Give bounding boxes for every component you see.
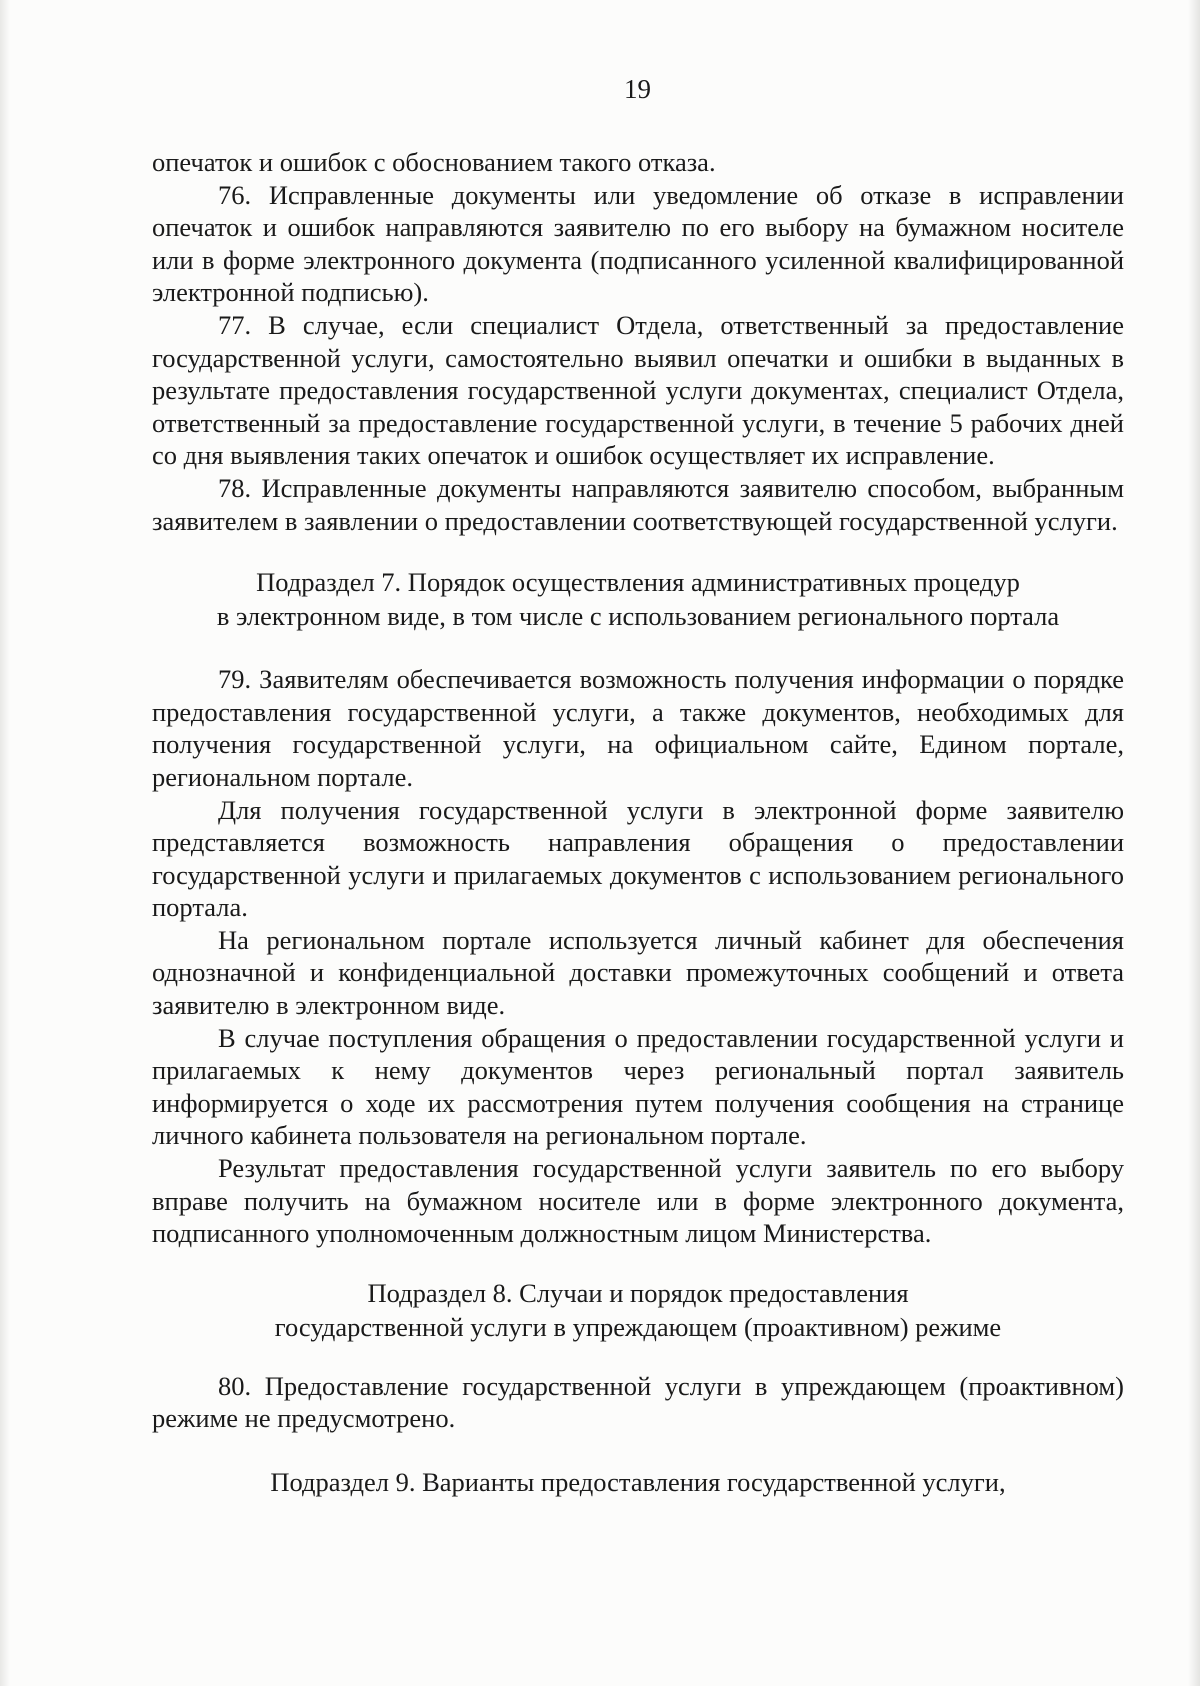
paragraph-79-status-notification: В случае поступления обращения о предоставлении государственной услуги и прилагаемых к нему документов через региональный портал заявитель информируется о ходе их рассмотрения путем получения сообщения на странице личного кабинета пользователя на региональном портале.	[152, 1022, 1124, 1151]
spacer	[152, 1250, 1124, 1276]
scan-edge-right	[1188, 0, 1200, 1686]
subsection-9-heading-line-1: Подраздел 9. Варианты предоставления государственной услуги,	[270, 1467, 1006, 1497]
spacer	[152, 1344, 1124, 1370]
subsection-7-heading-line-2: в электронном виде, в том числе с использованием регионального портала	[216, 601, 1060, 632]
spacer	[152, 633, 1124, 663]
spacer	[152, 1435, 1124, 1465]
paragraph-79-personal-account: На региональном портале используется личный кабинет для обеспечения однозначной и конфиденциальной доставки промежуточных сообщений и ответа заявителю в электронном виде.	[152, 924, 1124, 1021]
paragraph-79: 79. Заявителям обеспечивается возможность получения информации о порядке предоставления государственной услуги, а также документов, необходимых для получения государственной услуги, на официальном сайте, Едином портале, региональном портале.	[152, 664, 1124, 792]
document-body	[152, 146, 1124, 1499]
subsection-8-heading-line-2: государственной услуги в упреждающем (проактивном) режиме	[274, 1311, 1002, 1342]
page-number: 19	[624, 74, 651, 104]
subsection-8-heading-line-1: Подраздел 8. Случаи и порядок предоставления	[367, 1277, 909, 1308]
scan-edge-left	[0, 0, 10, 1686]
paragraph-77: 77. В случае, если специалист Отдела, ответственный за предоставление государственной услуги, самостоятельно выявил опечатки и ошибки в выданных в результате предоставления государственной услуги документах, специалист Отдела, ответственный за предоставление государственной услуги, в течение 5 рабочих дней со дня выявления таких опечаток и ошибок осуществляет их исправление.	[152, 309, 1124, 471]
paragraph-79-electronic-form: Для получения государственной услуги в электронной форме заявителю представляется возможность направления обращения о предоставлении государственной услуги и прилагаемых документов с использованием регионального портала.	[152, 794, 1124, 923]
spacer	[152, 537, 1124, 565]
paragraph-78: 78. Исправленные документы направляются заявителю способом, выбранным заявителем в заявлении о предоставлении соответствующей государственной услуги.	[152, 472, 1124, 536]
paragraph-80: 80. Предоставление государственной услуги в упреждающем (проактивном) режиме не предусмотрено.	[152, 1370, 1124, 1434]
paragraph-76: 76. Исправленные документы или уведомление об отказе в исправлении опечаток и ошибок направляются заявителю по его выбору на бумажном носителе или в форме электронного документа (подписанного усиленной квалифицированной электронной подписью).	[152, 179, 1124, 308]
paragraph-79-result: Результат предоставления государственной услуги заявитель по его выбору вправе получить на бумажном носителе или в форме электронного документа, подписанного уполномоченным должностным лицом Министерства.	[152, 1153, 1124, 1249]
paragraph-continuation: опечаток и ошибок с обоснованием такого отказа.	[152, 147, 716, 177]
subsection-7-heading-line-1: Подраздел 7. Порядок осуществления административных процедур	[256, 567, 1020, 598]
